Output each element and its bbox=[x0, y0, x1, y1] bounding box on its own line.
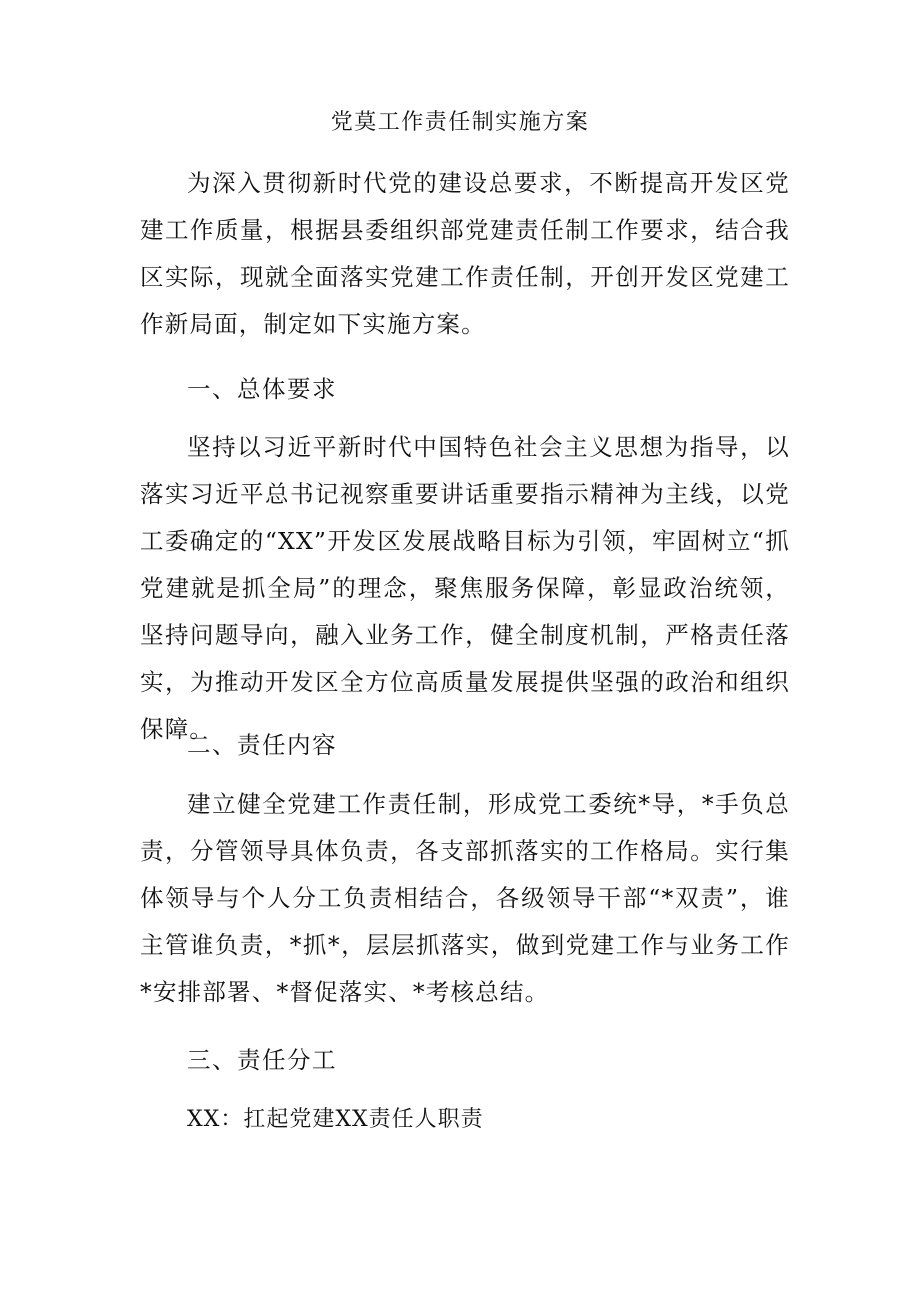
intro-paragraph: 为深入贯彻新时代党的建设总要求，不断提高开发区党建工作质量，根据县委组织部党建责任制工作要求，结合我区实际，现就全面落实党建工作责任制，开创开发区党建工作新局面，制定如下实施方案。 bbox=[140, 169, 790, 338]
section-heading-responsibility-division: 三、责任分工 bbox=[187, 1046, 337, 1074]
section-heading-general-requirements: 一、总体要求 bbox=[187, 375, 337, 403]
section-body-responsibility-content: 建立健全党建工作责任制，形成党工委统*导，*手负总责，分管领导具体负责，各支部抓落实的工作格局。实行集体领导与个人分工负责相结合，各级领导干部“*双责”，谁主管谁负责，*抓*，层层抓落实，做到党建工作与业务工作*安排部署、*督促落实、*考核总结。 bbox=[140, 790, 790, 1006]
document-title: 党莫工作责任制实施方案 bbox=[330, 110, 590, 135]
section-body-general-requirements: 坚持以习近平新时代中国特色社会主义思想为指导，以落实习近平总书记视察重要讲话重要指示精神为主线，以党工委确定的“XX”开发区发展战略目标为引领，牢固树立“抓党建就是抓全局”的理念，聚焦服务保障，彰显政治统领，坚持问题导向，融入业务工作，健全制度机制，严格责任落实，为推动开发区全方位高质量发展提供坚强的政治和组织保障。 bbox=[140, 433, 790, 743]
section-body-responsibility-division: XX：扛起党建XX责任人职责 bbox=[187, 1107, 484, 1132]
section-heading-responsibility-content: 二、责任内容 bbox=[187, 731, 337, 759]
